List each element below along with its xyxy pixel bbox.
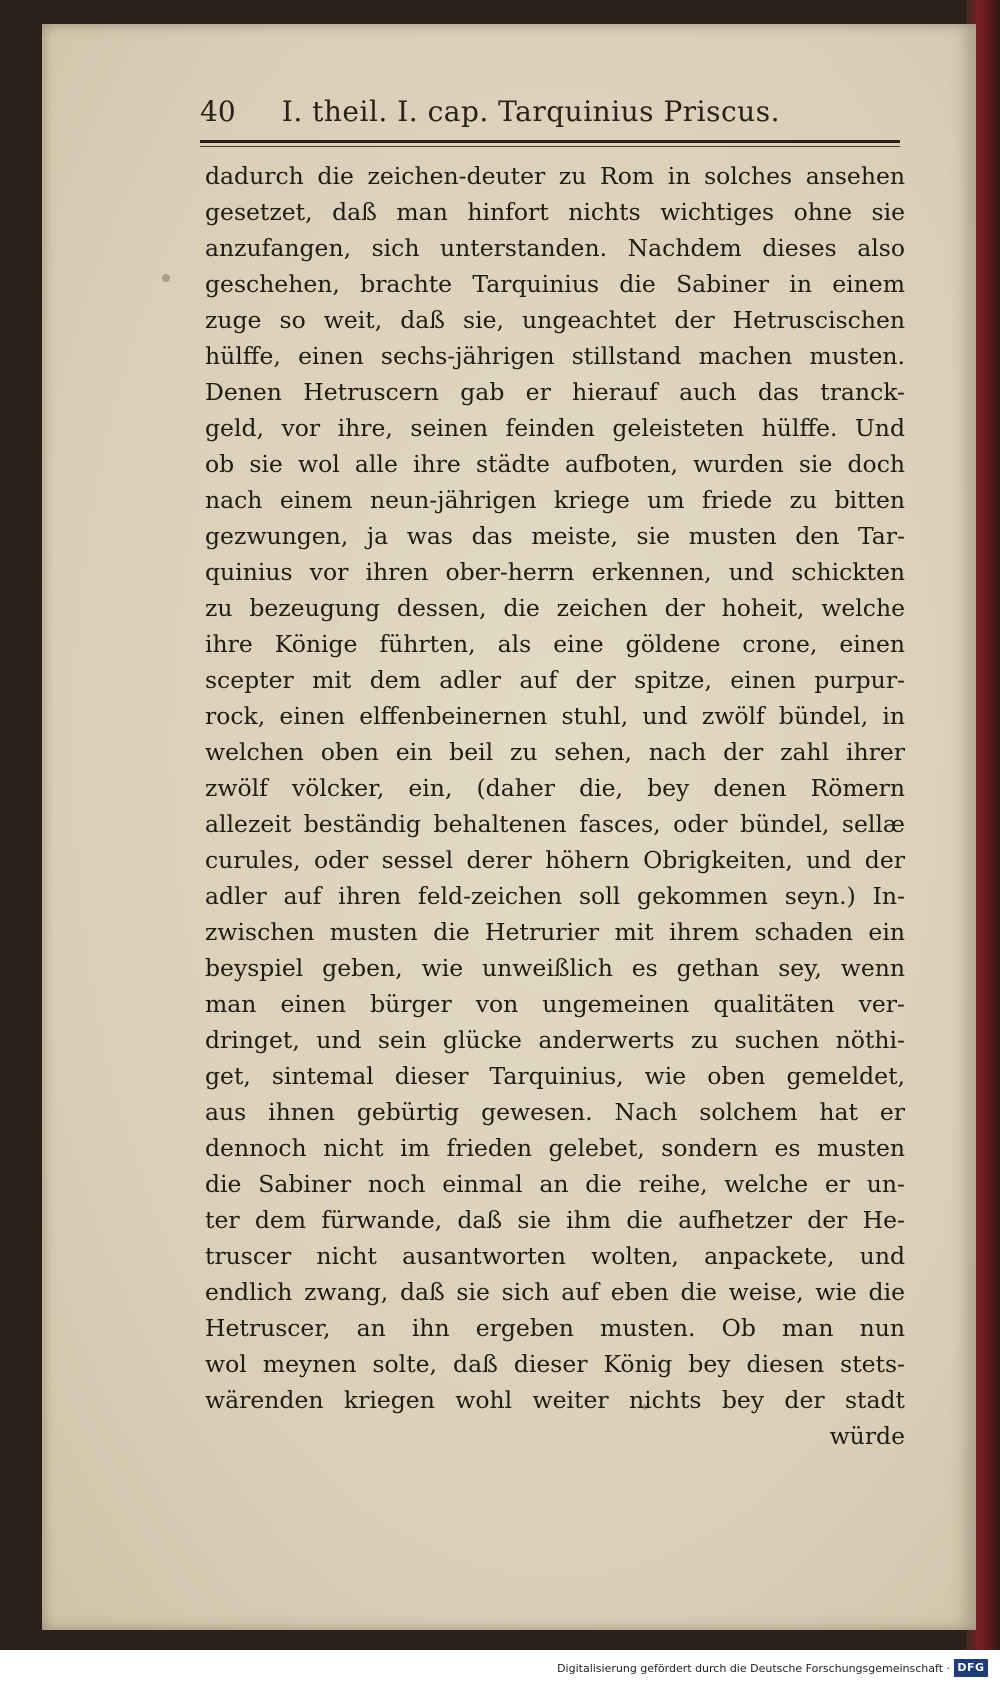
text-line: endlich zwang, daß sie sich auf eben die weise, wie die <box>205 1278 905 1306</box>
text-line: man einen bürger von ungemeinen qualitäten ver- <box>205 990 905 1018</box>
text-line: rock, einen elffenbeinernen stuhl, und zwölf bündel, in <box>205 702 905 730</box>
text-line: gesetzet, daß man hinfort nichts wichtiges ohne sie <box>205 198 905 226</box>
dfg-logo: DFG <box>954 1659 988 1677</box>
text-line: aus ihnen gebürtig gewesen. Nach solchem hat er <box>205 1098 905 1126</box>
catchword: würde <box>829 1422 905 1450</box>
text-line: nach einem neun-jährigen kriege um friede zu bitten <box>205 486 905 514</box>
funding-credit: Digitalisierung gefördert durch die Deutsche Forschungsgemeinschaft · <box>557 1662 950 1675</box>
text-line: hülffe, einen sechs-jährigen stillstand machen musten. <box>205 342 905 370</box>
body-text <box>205 158 905 1454</box>
page-number: 40 <box>200 95 236 128</box>
text-line: anzufangen, sich unterstanden. Nachdem dieses also <box>205 234 905 262</box>
text-line: Hetruscer, an ihn ergeben musten. Ob man nun <box>205 1314 905 1342</box>
text-line: ter dem fürwande, daß sie ihm die aufhetzer der He- <box>205 1206 905 1234</box>
text-line: ob sie wol alle ihre städte aufboten, wurden sie doch <box>205 450 905 478</box>
text-line: quinius vor ihren ober-herrn erkennen, und schickten <box>205 558 905 586</box>
text-line: truscer nicht ausantworten wolten, anpackete, und <box>205 1242 905 1270</box>
text-line: dadurch die zeichen-deuter zu Rom in solches ansehen <box>205 162 905 190</box>
text-line: zu bezeugung dessen, die zeichen der hoheit, welche <box>205 594 905 622</box>
text-line: gezwungen, ja was das meiste, sie musten den Tar- <box>205 522 905 550</box>
text-line: zwölf völcker, ein, (daher die, bey denen Römern <box>205 774 905 802</box>
text-line: curules, oder sessel derer höhern Obrigkeiten, und der <box>205 846 905 874</box>
text-line: beyspiel geben, wie unweißlich es gethan sey, wenn <box>205 954 905 982</box>
text-line: geschehen, brachte Tarquinius die Sabiner in einem <box>205 270 905 298</box>
text-line: ihre Könige führten, als eine göldene crone, einen <box>205 630 905 658</box>
text-line: allezeit beständig behaltenen fasces, oder bündel, sellæ <box>205 810 905 838</box>
text-line: adler auf ihren feld-zeichen soll gekommen seyn.) In- <box>205 882 905 910</box>
text-line: wärenden kriegen wohl weiter nichts bey der stadt <box>205 1386 905 1414</box>
running-head <box>200 95 780 135</box>
text-line: scepter mit dem adler auf der spitze, einen purpur- <box>205 666 905 694</box>
foxing-spot <box>162 274 170 282</box>
text-line: get, sintemal dieser Tarquinius, wie oben gemeldet, <box>205 1062 905 1090</box>
text-line: geld, vor ihre, seinen feinden geleisteten hülffe. Und <box>205 414 905 442</box>
text-line: wol meynen solte, daß dieser König bey diesen stets- <box>205 1350 905 1378</box>
text-line: dennoch nicht im frieden gelebet, sondern es musten <box>205 1134 905 1162</box>
text-line: die Sabiner noch einmal an die reihe, welche er un- <box>205 1170 905 1198</box>
text-line: zwischen musten die Hetrurier mit ihrem schaden ein <box>205 918 905 946</box>
text-line: zuge so weit, daß sie, ungeachtet der Hetruscischen <box>205 306 905 334</box>
text-line: dringet, und sein glücke anderwerts zu suchen nöthi- <box>205 1026 905 1054</box>
header-rule-thin <box>200 146 900 147</box>
header-rule <box>200 140 900 143</box>
running-title: I. theil. I. cap. Tarquinius Priscus. <box>281 95 780 128</box>
text-line: Denen Hetruscern gab er hierauf auch das tranck- <box>205 378 905 406</box>
footer-bar <box>0 1650 1000 1687</box>
text-line: welchen oben ein beil zu sehen, nach der zahl ihrer <box>205 738 905 766</box>
